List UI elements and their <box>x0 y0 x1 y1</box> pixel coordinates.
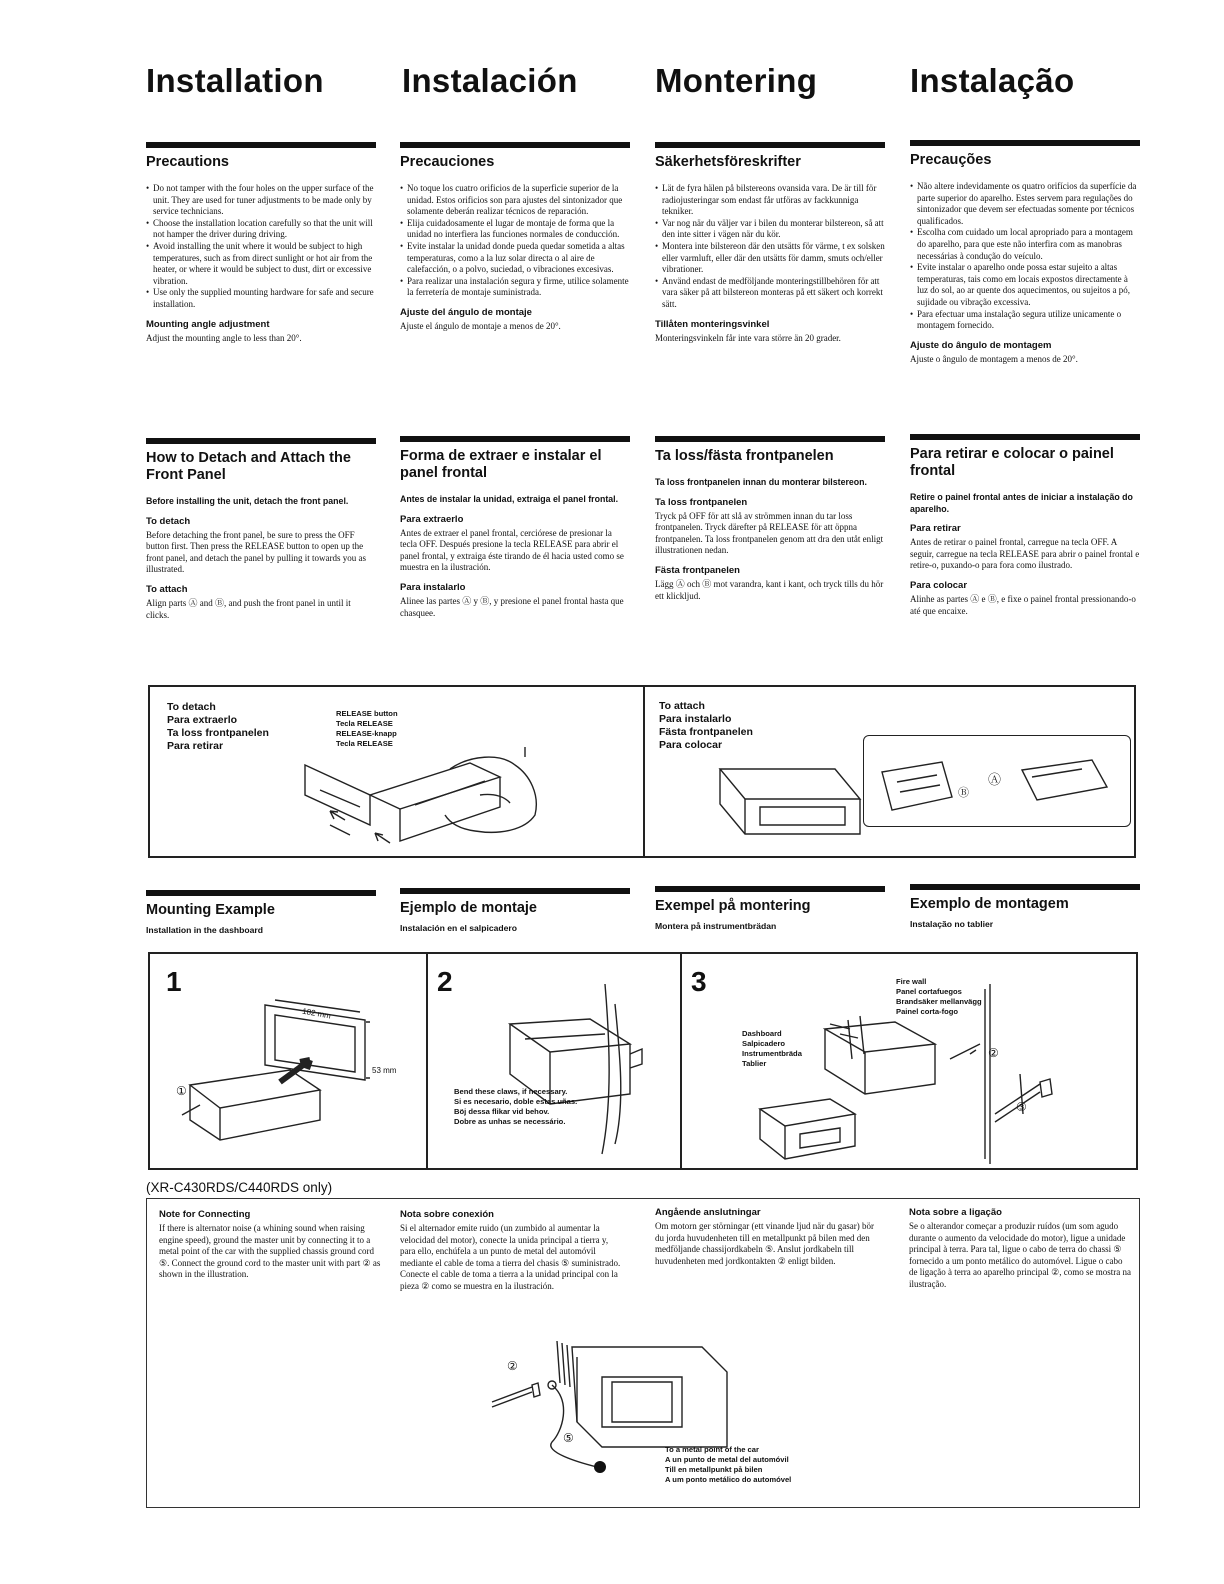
section-rule <box>400 142 630 148</box>
mounting-es <box>400 888 630 939</box>
precaution-item: • Para realizar una instalación segura y firme, utilice solamente la ferretería de montaje suministrada. <box>407 276 630 299</box>
connecting-en <box>159 1209 381 1285</box>
attach-heading: To attach <box>146 583 188 595</box>
metal-point-label: A un punto de metal del automóvil <box>665 1455 789 1464</box>
release-label: RELEASE-knapp <box>336 729 397 738</box>
connecting-heading: Nota sobre a ligação <box>909 1207 1002 1218</box>
attach-heading: Para colocar <box>910 579 968 591</box>
angle-text: Monteringsvinkeln får inte vara större än 20 grader. <box>655 332 841 343</box>
detach-heading: Para extraerlo <box>400 513 464 525</box>
attach-label: Para colocar <box>659 739 723 751</box>
mounting-en <box>146 890 376 941</box>
dashboard-label: Instrumentbräda <box>742 1049 802 1058</box>
callout-1: ① <box>176 1084 187 1098</box>
dim-width: 182 mm <box>301 1006 332 1021</box>
front-panel-lead: Ta loss frontpanelen innan du monterar bilstereon. <box>655 477 867 487</box>
precautions-heading: Precauções <box>910 152 992 168</box>
connecting-heading: Note for Connecting <box>159 1209 251 1220</box>
front-panel-heading: How to Detach and Attach the Front Panel <box>146 450 351 483</box>
precaution-item: • Avoid installing the unit where it would be subject to high temperatures, such as from direct sunlight or hot air from the heater, or where it would be subject to dust, dirt or excessive vibration. <box>153 241 376 287</box>
angle-heading: Ajuste do ângulo de montagem <box>910 339 1052 351</box>
attach-heading: Para instalarlo <box>400 581 466 593</box>
section-rule <box>146 438 376 444</box>
detach-heading: Para retirar <box>910 523 961 535</box>
angle-text: Adjust the mounting angle to less than 20°. <box>146 332 302 343</box>
mounting-sv <box>655 886 885 937</box>
front-panel-heading: Para retirar e colocar o painel frontal <box>910 446 1114 479</box>
attach-text: Alinee las partes Ⓐ y Ⓑ, y presione el panel frontal hasta que chasquee. <box>400 595 624 618</box>
metal-point-label: A um ponto metálico do automóvel <box>665 1475 792 1484</box>
part-a-callout: Ⓐ <box>988 772 1002 787</box>
firewall-label: Panel cortafuegos <box>896 987 962 996</box>
precautions-heading: Precauciones <box>400 154 495 170</box>
mounting-heading: Exempel på montering <box>655 898 811 914</box>
precaution-item: • Para efectuar uma instalação segura utilize unicamente o montagem fornecido. <box>917 309 1140 332</box>
part-b-callout: Ⓑ <box>958 787 969 799</box>
connecting-text: Om motorn ger störningar (ett vinande ljud när du gasar) bör du jorda huvudenheten till en metallpunkt på bilen med den medföljande chassijordkabeln ⑤. Anslut jordkabeln till huvudenheten med jordkontakten ② enligt bilden. <box>655 1221 874 1266</box>
detach-label: Ta loss frontpanelen <box>167 727 269 739</box>
connecting-heading: Nota sobre conexión <box>400 1209 494 1220</box>
step-3-number: 3 <box>691 966 707 997</box>
precaution-item: • Use only the supplied mounting hardware for safe and secure installation. <box>153 287 376 310</box>
precaution-item: • Var nog när du väljer var i bilen du monterar bilstereon, så att den inte sitter i vägen när du kör. <box>662 218 885 241</box>
precautions-sv <box>655 142 885 348</box>
precaution-item: • Använd endast de medföljande monteringstillbehören för att vara säker på att bilstereon monteras på ett säkert och korrekt sätt. <box>662 276 885 311</box>
mounting-pt <box>910 884 1140 935</box>
connecting-sv <box>655 1207 877 1271</box>
mounting-figure <box>148 952 1138 1170</box>
precaution-item: • Choose the installation location carefully so that the unit will not hamper the driver during driving. <box>153 218 376 241</box>
section-rule <box>655 142 885 148</box>
precautions-list <box>910 181 1140 332</box>
section-rule <box>655 886 885 892</box>
connecting-note-box <box>146 1198 1140 1508</box>
front-panel-lead: Retire o painel frontal antes de iniciar a instalação do aparelho. <box>910 492 1133 514</box>
connecting-text: If there is alternator noise (a whining sound when raising engine speed), ground the master unit by connecting it to a metal point of the car with the supplied chassis ground cord ⑤. Connect the ground cord to the master unit with part ② as shown in the illustration. <box>159 1223 381 1280</box>
section-rule <box>655 436 885 442</box>
step-divider <box>680 954 682 1168</box>
page-title-pt: Instalação <box>910 62 1075 99</box>
claws-note: Bend these claws, if necessary. <box>454 1087 568 1096</box>
front-panel-sv <box>655 436 885 606</box>
metal-point-label: Till en metallpunkt på bilen <box>665 1465 763 1474</box>
detach-illustration <box>300 745 560 855</box>
step-2-number: 2 <box>437 966 453 997</box>
section-rule <box>400 436 630 442</box>
ground-callout-2: ② <box>507 1359 518 1373</box>
dim-height: 53 mm <box>372 1066 397 1075</box>
angle-heading: Mounting angle adjustment <box>146 318 270 330</box>
front-panel-heading: Ta loss/fästa frontpanelen <box>655 448 834 464</box>
attach-text: Align parts Ⓐ and Ⓑ, and push the front panel in until it clicks. <box>146 597 351 620</box>
step-3-illustration <box>740 964 1090 1164</box>
detach-text: Antes de retirar o painel frontal, carregue na tecla OFF. A seguir, carregue na tecla RELEASE para abrir o painel frontal e retire-o, puxando-o para fora como ilustrado. <box>910 537 1140 571</box>
page-title-sv: Montering <box>655 62 818 99</box>
page-title-es: Instalación <box>402 62 578 99</box>
angle-text: Ajuste o ângulo de montagem a menos de 20°. <box>910 353 1078 364</box>
section-rule <box>910 140 1140 146</box>
dashboard-label: Dashboard <box>742 1029 782 1038</box>
precautions-en <box>146 142 376 348</box>
precaution-item: • No toque los cuatro orificios de la superficie superior de la unidad. Estos orificios son para ajustes del sintonizador que solamente deberán realizar técnicos de reparación. <box>407 183 630 218</box>
precaution-item: • Lät de fyra hälen på bilstereons ovansida vara. De är till för radiojusteringar som endast får utföras av fackkunniga tekniker. <box>662 183 885 218</box>
detach-label: Para retirar <box>167 740 224 752</box>
detach-heading: Ta loss frontpanelen <box>655 496 748 508</box>
mounting-sub: Montera på instrumentbrädan <box>655 921 777 931</box>
front-panel-lead: Before installing the unit, detach the front panel. <box>146 496 349 506</box>
section-rule <box>146 142 376 148</box>
claws-note: Si es necesario, doble estas uñas. <box>454 1097 578 1106</box>
mounting-heading: Ejemplo de montaje <box>400 900 537 916</box>
ground-callout-5: ⑤ <box>563 1431 574 1445</box>
mounting-sub: Installation in the dashboard <box>146 925 263 935</box>
detach-text: Antes de extraer el panel frontal, cerciórese de presionar la tecla OFF. Después presione la tecla RELEASE para abrir el panel frontal, y extraiga éste tirando de él hacia usted como se muestra en la ilustración. <box>400 527 624 573</box>
callout-3: ③ <box>1016 1100 1027 1114</box>
page-title-en: Installation <box>146 62 324 99</box>
callout-2: ② <box>988 1046 999 1060</box>
detach-label: To detach <box>167 701 216 713</box>
precautions-list <box>400 183 630 299</box>
firewall-label: Painel corta-fogo <box>896 1007 959 1016</box>
precautions-heading: Precautions <box>146 154 229 170</box>
claws-note: Dobre as unhas se necessário. <box>454 1117 566 1126</box>
release-label: Tecla RELEASE <box>336 739 393 748</box>
precautions-heading: Säkerhetsföreskrifter <box>655 154 801 170</box>
attach-label: To attach <box>659 700 705 712</box>
front-panel-heading: Forma de extraer e instalar el panel frontal <box>400 448 602 481</box>
connecting-heading: Angående anslutningar <box>655 1207 761 1218</box>
metal-point-label: To a metal point of the car <box>665 1445 759 1454</box>
step-1-number: 1 <box>166 966 182 997</box>
precautions-list <box>655 183 885 311</box>
detach-label: Para extraerlo <box>167 714 238 726</box>
connecting-es <box>400 1209 622 1297</box>
release-label: RELEASE button <box>336 709 398 718</box>
dashboard-label: Salpicadero <box>742 1039 786 1048</box>
front-panel-en <box>146 438 376 625</box>
detach-heading: To detach <box>146 515 191 527</box>
connecting-pt <box>909 1207 1131 1295</box>
detach-text: Tryck på OFF för att slå av strömmen innan du tar loss frontpanelen. Tryck därefter på RELEASE för att öppna frontpanelen. Ta loss frontpanelen genom att dra den utåt enligt illustrationen nedan. <box>655 510 884 556</box>
precaution-item: • Montera inte bilstereon där den utsätts för värme, t ex solsken eller varmluft, eller där den utsätts för damm, smuts och/eller vibrationer. <box>662 241 885 276</box>
section-rule <box>146 890 376 896</box>
precautions-es <box>400 142 630 337</box>
dashboard-label: Tablier <box>742 1059 767 1068</box>
model-note: (XR-C430RDS/C440RDS only) <box>146 1180 333 1195</box>
attach-label: Para instalarlo <box>659 713 732 725</box>
precaution-item: • Escolha com cuidado um local apropriado para a montagem do aparelho, para que este não interfira com as manobras necessárias à condução do veículo. <box>917 227 1140 262</box>
angle-heading: Ajuste del ángulo de montaje <box>400 306 532 318</box>
front-panel-figure <box>148 685 1136 858</box>
section-rule <box>910 434 1140 440</box>
section-rule <box>910 884 1140 890</box>
angle-text: Ajuste el ángulo de montaje a menos de 20°. <box>400 320 561 331</box>
attach-text: Lägg Ⓐ och Ⓑ mot varandra, kant i kant, och tryck tills du hör ett klickljud. <box>655 578 884 601</box>
connecting-text: Si el alternador emite ruido (un zumbido al aumentar la velocidad del motor), conecte la unida principal a tierra y, para ello, enchúfela a un punto de metal del automóvil mediante el cable de toma a tierra del chasis ⑤ suministrado. Conecte el cable de toma a tierra a la unidad principal con la pieza ② como se muestra en la ilustración. <box>400 1223 621 1291</box>
precautions-pt <box>910 140 1140 369</box>
section-rule <box>400 888 630 894</box>
mounting-heading: Mounting Example <box>146 902 275 918</box>
connecting-text: Se o alterandor começar a produzir ruídos (um som agudo durante o aumento da velocidade do motor), ligue a unidade principal à terra. Para tal, ligue o cabo de terra do chassi ⑤ fornecido a um ponto metálico do automóvel. Ligue o cabo de ligação à terra ao aparelho principal ②, como se mostra na ilustração. <box>909 1221 1131 1289</box>
firewall-label: Fire wall <box>896 977 927 986</box>
precautions-list <box>146 183 376 311</box>
figure-divider <box>643 687 645 856</box>
attach-heading: Fästa frontpanelen <box>655 564 740 576</box>
precaution-item: • Evite instalar la unidad donde pueda quedar sometida a altas temperaturas, como a la luz solar directa o al aire de calefacción, o a polvo, suciedad, o vibraciones excesivas. <box>407 241 630 276</box>
attach-label: Fästa frontpanelen <box>659 726 753 738</box>
front-panel-pt <box>910 434 1140 621</box>
angle-heading: Tillåten monteringsvinkel <box>655 318 770 330</box>
step-2-illustration <box>430 964 680 1164</box>
precaution-item: • Elija cuidadosamente el lugar de montaje de forma que la unidad no interfiera las funciones normales de conducción. <box>407 218 630 241</box>
attach-illustration-unit <box>715 759 865 839</box>
release-label: Tecla RELEASE <box>336 719 393 728</box>
precaution-item: • Não altere indevidamente os quatro orifícios da superfície da parte superior do aparelho. Estes servem para regulações do sintonizador que devem ser efectuadas somente por técnicos qualificados. <box>917 181 1140 227</box>
claws-note: Böj dessa flikar vid behov. <box>454 1107 550 1116</box>
attach-text: Alinhe as partes Ⓐ e Ⓑ, e fixe o painel frontal pressionando-o até que encaixe. <box>910 593 1136 616</box>
mounting-heading: Exemplo de montagem <box>910 896 1069 912</box>
mounting-sub: Instalação no tablier <box>910 919 994 929</box>
mounting-sub: Instalación en el salpicadero <box>400 923 518 933</box>
front-panel-es <box>400 436 630 623</box>
detach-text: Before detaching the front panel, be sure to press the OFF button first. Then press the RELEASE button to open up the front panel, and detach the panel by pulling it towards you as illustrated. <box>146 529 366 575</box>
step-divider <box>426 954 428 1168</box>
firewall-label: Brandsäker mellanvägg <box>896 997 982 1006</box>
precaution-item: • Evite instalar o aparelho onde possa estar sujeito a altas temperaturas, tais como em locais expostos directamente à luz do sol, ao ar quente dos aquecimentos, ou sujeitos a pó, sujidade ou vibração excessiva. <box>917 262 1140 308</box>
precaution-item: • Do not tamper with the four holes on the upper surface of the unit. They are used for tuner adjustments to be made only by service technicians. <box>153 183 376 218</box>
front-panel-lead: Antes de instalar la unidad, extraiga el panel frontal. <box>400 494 619 504</box>
